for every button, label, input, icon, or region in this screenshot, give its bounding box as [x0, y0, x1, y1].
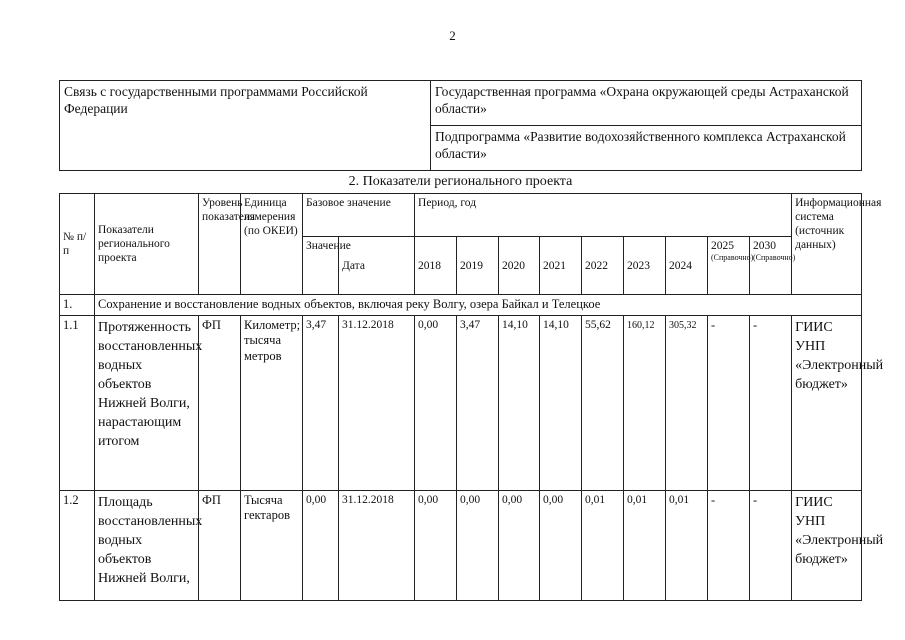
- header-year: 2021: [540, 237, 582, 295]
- header-year: 2023: [624, 237, 666, 295]
- row-value: 160,12: [624, 315, 666, 490]
- table-row: [60, 315, 862, 490]
- header-year-2030: [750, 237, 796, 295]
- row-indicator: Протяженность восстановленных водных объектов Нижней Волги, нарастающим итогом: [95, 315, 199, 490]
- table-row: [60, 490, 862, 600]
- header-year: 2018: [415, 237, 457, 295]
- header-source: Информационная система (источник данных): [792, 194, 862, 295]
- row-unit: Километр; тысяча метров: [241, 315, 303, 490]
- row-base-value: 0,00: [303, 490, 339, 600]
- header-year: 2020: [499, 237, 540, 295]
- row-value: 0,00: [415, 315, 457, 490]
- row-value: 55,62: [582, 315, 624, 490]
- row-unit: Тысяча гектаров: [241, 490, 303, 600]
- row-source: ГИИС УНП «Электронный бюджет»: [792, 490, 862, 600]
- header-level: Уровень показателя: [199, 194, 241, 295]
- row-base-date: 31.12.2018: [339, 490, 415, 600]
- state-program: Государственная программа «Охрана окружающей среды Астраханской области»: [431, 81, 862, 126]
- year-2030-label: 2030: [753, 240, 777, 252]
- link-label: Связь с государственными программами Российской Федерации: [60, 81, 431, 171]
- header-period: Период, год: [415, 194, 792, 237]
- row-value-2025: -: [708, 490, 750, 600]
- row-value: 0,01: [582, 490, 624, 600]
- row-value: 0,00: [457, 490, 499, 600]
- header-year: 2024: [666, 237, 708, 295]
- row-value: 0,01: [624, 490, 666, 600]
- header-year: 2019: [457, 237, 499, 295]
- row-value-2030: -: [750, 490, 792, 600]
- subprogram: Подпрограмма «Развитие водохозяйственного комплекса Астраханской области»: [431, 126, 862, 171]
- row-level: ФП: [199, 490, 241, 600]
- page-number: 2: [449, 28, 456, 43]
- year-2025-label: 2025: [711, 240, 735, 252]
- section-title: 2. Показатели регионального проекта: [348, 174, 573, 189]
- header-base-date: Дата: [339, 237, 415, 295]
- row-value: 0,00: [415, 490, 457, 600]
- group-num: 1.: [60, 295, 95, 316]
- header-base: Базовое значение: [303, 194, 415, 237]
- header-base-value: Значение: [303, 237, 339, 295]
- row-base-value: 3,47: [303, 315, 339, 490]
- row-value: 3,47: [457, 315, 499, 490]
- row-value: 0,00: [499, 490, 540, 600]
- reference-note: (Справочно): [753, 253, 796, 262]
- header-year-2025: [708, 237, 754, 295]
- row-value-2030: -: [750, 315, 792, 490]
- row-indicator: Площадь восстановленных водных объектов Нижней Волги,: [95, 490, 199, 600]
- row-value: 305,32: [666, 315, 708, 490]
- row-value-2025: -: [708, 315, 750, 490]
- row-level: ФП: [199, 315, 241, 490]
- program-link-table: [59, 80, 862, 171]
- header-unit: Единица измерения (по ОКЕИ): [241, 194, 303, 295]
- header-indicator: Показатели регионального проекта: [95, 194, 199, 295]
- row-base-date: 31.12.2018: [339, 315, 415, 490]
- row-value: 14,10: [540, 315, 582, 490]
- row-num: 1.1: [60, 315, 95, 490]
- row-num: 1.2: [60, 490, 95, 600]
- row-value: 14,10: [499, 315, 540, 490]
- indicators-table: [59, 193, 884, 601]
- row-value: 0,01: [666, 490, 708, 600]
- reference-note: (Справочно): [711, 253, 754, 262]
- row-value: 0,00: [540, 490, 582, 600]
- header-year: 2022: [582, 237, 624, 295]
- group-title: Сохранение и восстановление водных объектов, включая реку Волгу, озера Байкал и Телецкое: [95, 295, 862, 316]
- header-num: № п/п: [60, 194, 95, 295]
- row-source: ГИИС УНП «Электронный бюджет»: [792, 315, 862, 490]
